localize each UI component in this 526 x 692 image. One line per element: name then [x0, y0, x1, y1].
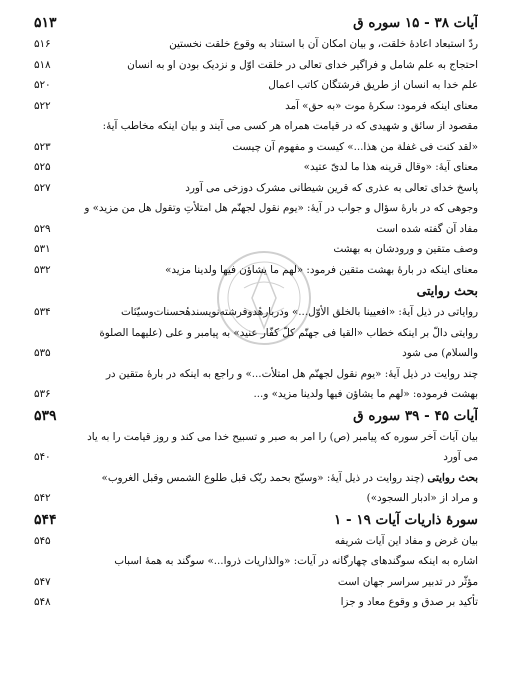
entry-title: علم خدا به انسان از طریق فرشتگان کاتب اعمال — [268, 79, 478, 91]
page-number: ۵۳۹ — [34, 407, 57, 424]
entry-title: پاسخ خدای تعالی به عذری که قرین شیطانی مشرک دوزخی می آورد — [185, 181, 478, 194]
entry-title: «لقد كنت فی غفلة من هذا...» کیست و مفهوم آن چیست — [232, 140, 478, 153]
toc-entry — [34, 551, 478, 572]
toc-entry — [34, 75, 478, 96]
page-number: ۵۴۴ — [34, 511, 57, 528]
entry-bold-prefix: بحث روایتی — [427, 471, 478, 484]
toc-entry — [34, 219, 478, 240]
page-number: ۵۳۴ — [34, 306, 51, 318]
toc-entry — [34, 531, 478, 552]
entry-title: معنای آیهٔ: «وقال قرینه هذا ما لدیّ عتید» — [303, 161, 478, 173]
page-number: ۵۲۷ — [34, 181, 51, 194]
toc-entry — [34, 239, 478, 260]
toc-entry — [34, 116, 478, 137]
page-number: ۵۱۳ — [34, 15, 57, 31]
entry-title: آیات ۴۵ - ۳۹ سوره ق — [353, 407, 478, 424]
toc-entry — [34, 343, 478, 364]
entry-title: تأکید بر صدق و وقوع معاد و جزا — [340, 596, 478, 608]
toc-entry — [34, 137, 478, 158]
page-number: ۵۳۲ — [34, 263, 51, 276]
toc-entry — [34, 447, 478, 468]
entry-title: احتجاج به علم شامل و فراگیر خدای تعالی در خلقت اوّل و نزدیک بودن او به انسان — [127, 58, 478, 71]
entry-title: وصف متقین و ورودشان به بهشت — [333, 243, 478, 255]
toc-entry — [34, 468, 478, 489]
page-number: ۵۳۶ — [34, 388, 51, 400]
toc-entry — [34, 572, 478, 593]
entry-title: مؤثّر در تدبیر سراسر جهان است — [337, 575, 478, 588]
entry-title-rest: (چند روایت در ذیل آیهٔ: «وسبّح بحمد ربّک قبل طلوع الشمس وقبل الغروب» — [101, 471, 428, 484]
toc-entry — [34, 55, 478, 76]
entry-title: مقصود از سائق و شهیدی که در قیامت همراه هر کسی می آیند و بیان اینکه مخاطب آیهٔ: — [102, 120, 478, 132]
page-number: ۵۴۷ — [34, 575, 51, 588]
toc-entry — [34, 34, 478, 55]
toc-entry — [34, 260, 478, 281]
toc-entry — [34, 178, 478, 199]
page-number: ۵۱۶ — [34, 38, 51, 50]
entry-title: بیان آیات آخر سوره که پیامبر (ص) را امر به صبر و تسبیح خدا می کند و روز قیامت را به یاد — [87, 430, 478, 443]
section-heading — [34, 12, 478, 34]
entry-title: روایتی دالّ بر اینکه خطاب «القیا فی جهنّم کلّ کفّار عنید» به پیامبر و علی (علیهما الصلوة — [99, 326, 478, 339]
page-number: ۵۳۱ — [34, 243, 51, 255]
entry-title: ردّ استبعاد اعادهٔ خلقت، و بیان امکان آن با استناد به وقوع خلقت نخستین — [169, 38, 478, 50]
entry-title: معنای اینکه فرمود: سکرهٔ موت «به حق» آمد — [285, 99, 478, 112]
toc-entry — [34, 302, 478, 323]
entry-title — [40, 468, 478, 489]
section-heading — [34, 509, 478, 531]
entry-title: می آورد — [443, 451, 478, 463]
toc-entry — [34, 592, 478, 613]
entry-title: روایاتی در ذیل آیهٔ: «افعیینا بالخلق الأوّل...» ودربارهٔدوفرشته‌نویسندهٔحسنات‌وسیّئات — [120, 306, 478, 318]
entry-title: بیان غرض و مفاد این آیات شریفه — [334, 534, 478, 547]
entry-title: آیات ۳۸ - ۱۵ سوره ق — [353, 15, 478, 31]
entry-title: بهشت فرموده: «لهم ما یشاؤن فیها ولدینا مزید» و... — [253, 388, 478, 400]
table-of-contents — [34, 12, 478, 613]
entry-title: والسلام) می شود — [402, 347, 478, 359]
page-number: ۵۴۸ — [34, 596, 51, 608]
page-number: ۵۱۸ — [34, 58, 51, 71]
toc-entry — [34, 488, 478, 509]
page-number: ۵۲۲ — [34, 99, 51, 112]
entry-title: بحث روایتی — [416, 283, 478, 298]
entry-title: چند روایت در ذیل آیهٔ: «یوم نقول لجهنّم هل امتلأت...» و راجع به اینکه در بارهٔ متقین در — [105, 367, 478, 380]
toc-entry — [34, 427, 478, 448]
page-number: ۵۳۵ — [34, 347, 51, 359]
page-number: ۵۲۹ — [34, 222, 51, 235]
subsection-heading — [34, 280, 478, 302]
entry-title: و مراد از «ادبار السجود») — [366, 492, 478, 504]
page-number: ۵۲۳ — [34, 140, 51, 153]
entry-title: معنای اینکه در بارهٔ بهشت متقین فرمود: «لهم ما یشاؤن فیها ولدینا مزید» — [165, 263, 478, 276]
entry-title: اشاره به اینکه سوگندهای چهارگانه در آیات: «والذاریات ذروا...» سوگند به همهٔ اسباب — [114, 555, 478, 567]
toc-entry — [34, 157, 478, 178]
toc-entry — [34, 323, 478, 344]
entry-title: وجوهی که در بارهٔ سؤال و جواب در آیهٔ: «یوم نقول لجهنّم هل امتلأتِ وتقول هل من مزید» و — [84, 202, 478, 214]
page-number: ۵۲۰ — [34, 79, 51, 91]
page-number: ۵۲۵ — [34, 161, 51, 173]
page-number: ۵۴۵ — [34, 534, 51, 547]
toc-entry — [34, 198, 478, 219]
entry-title: مفاد آن گفته شده است — [376, 222, 478, 235]
toc-entry — [34, 364, 478, 385]
page-number: ۵۴۲ — [34, 492, 51, 504]
section-heading — [34, 405, 478, 427]
toc-entry — [34, 96, 478, 117]
toc-entry — [34, 384, 478, 405]
page-number: ۵۴۰ — [34, 451, 51, 463]
entry-title: سورهٔ ذاریات آیات ۱۹ - ۱ — [334, 511, 478, 528]
